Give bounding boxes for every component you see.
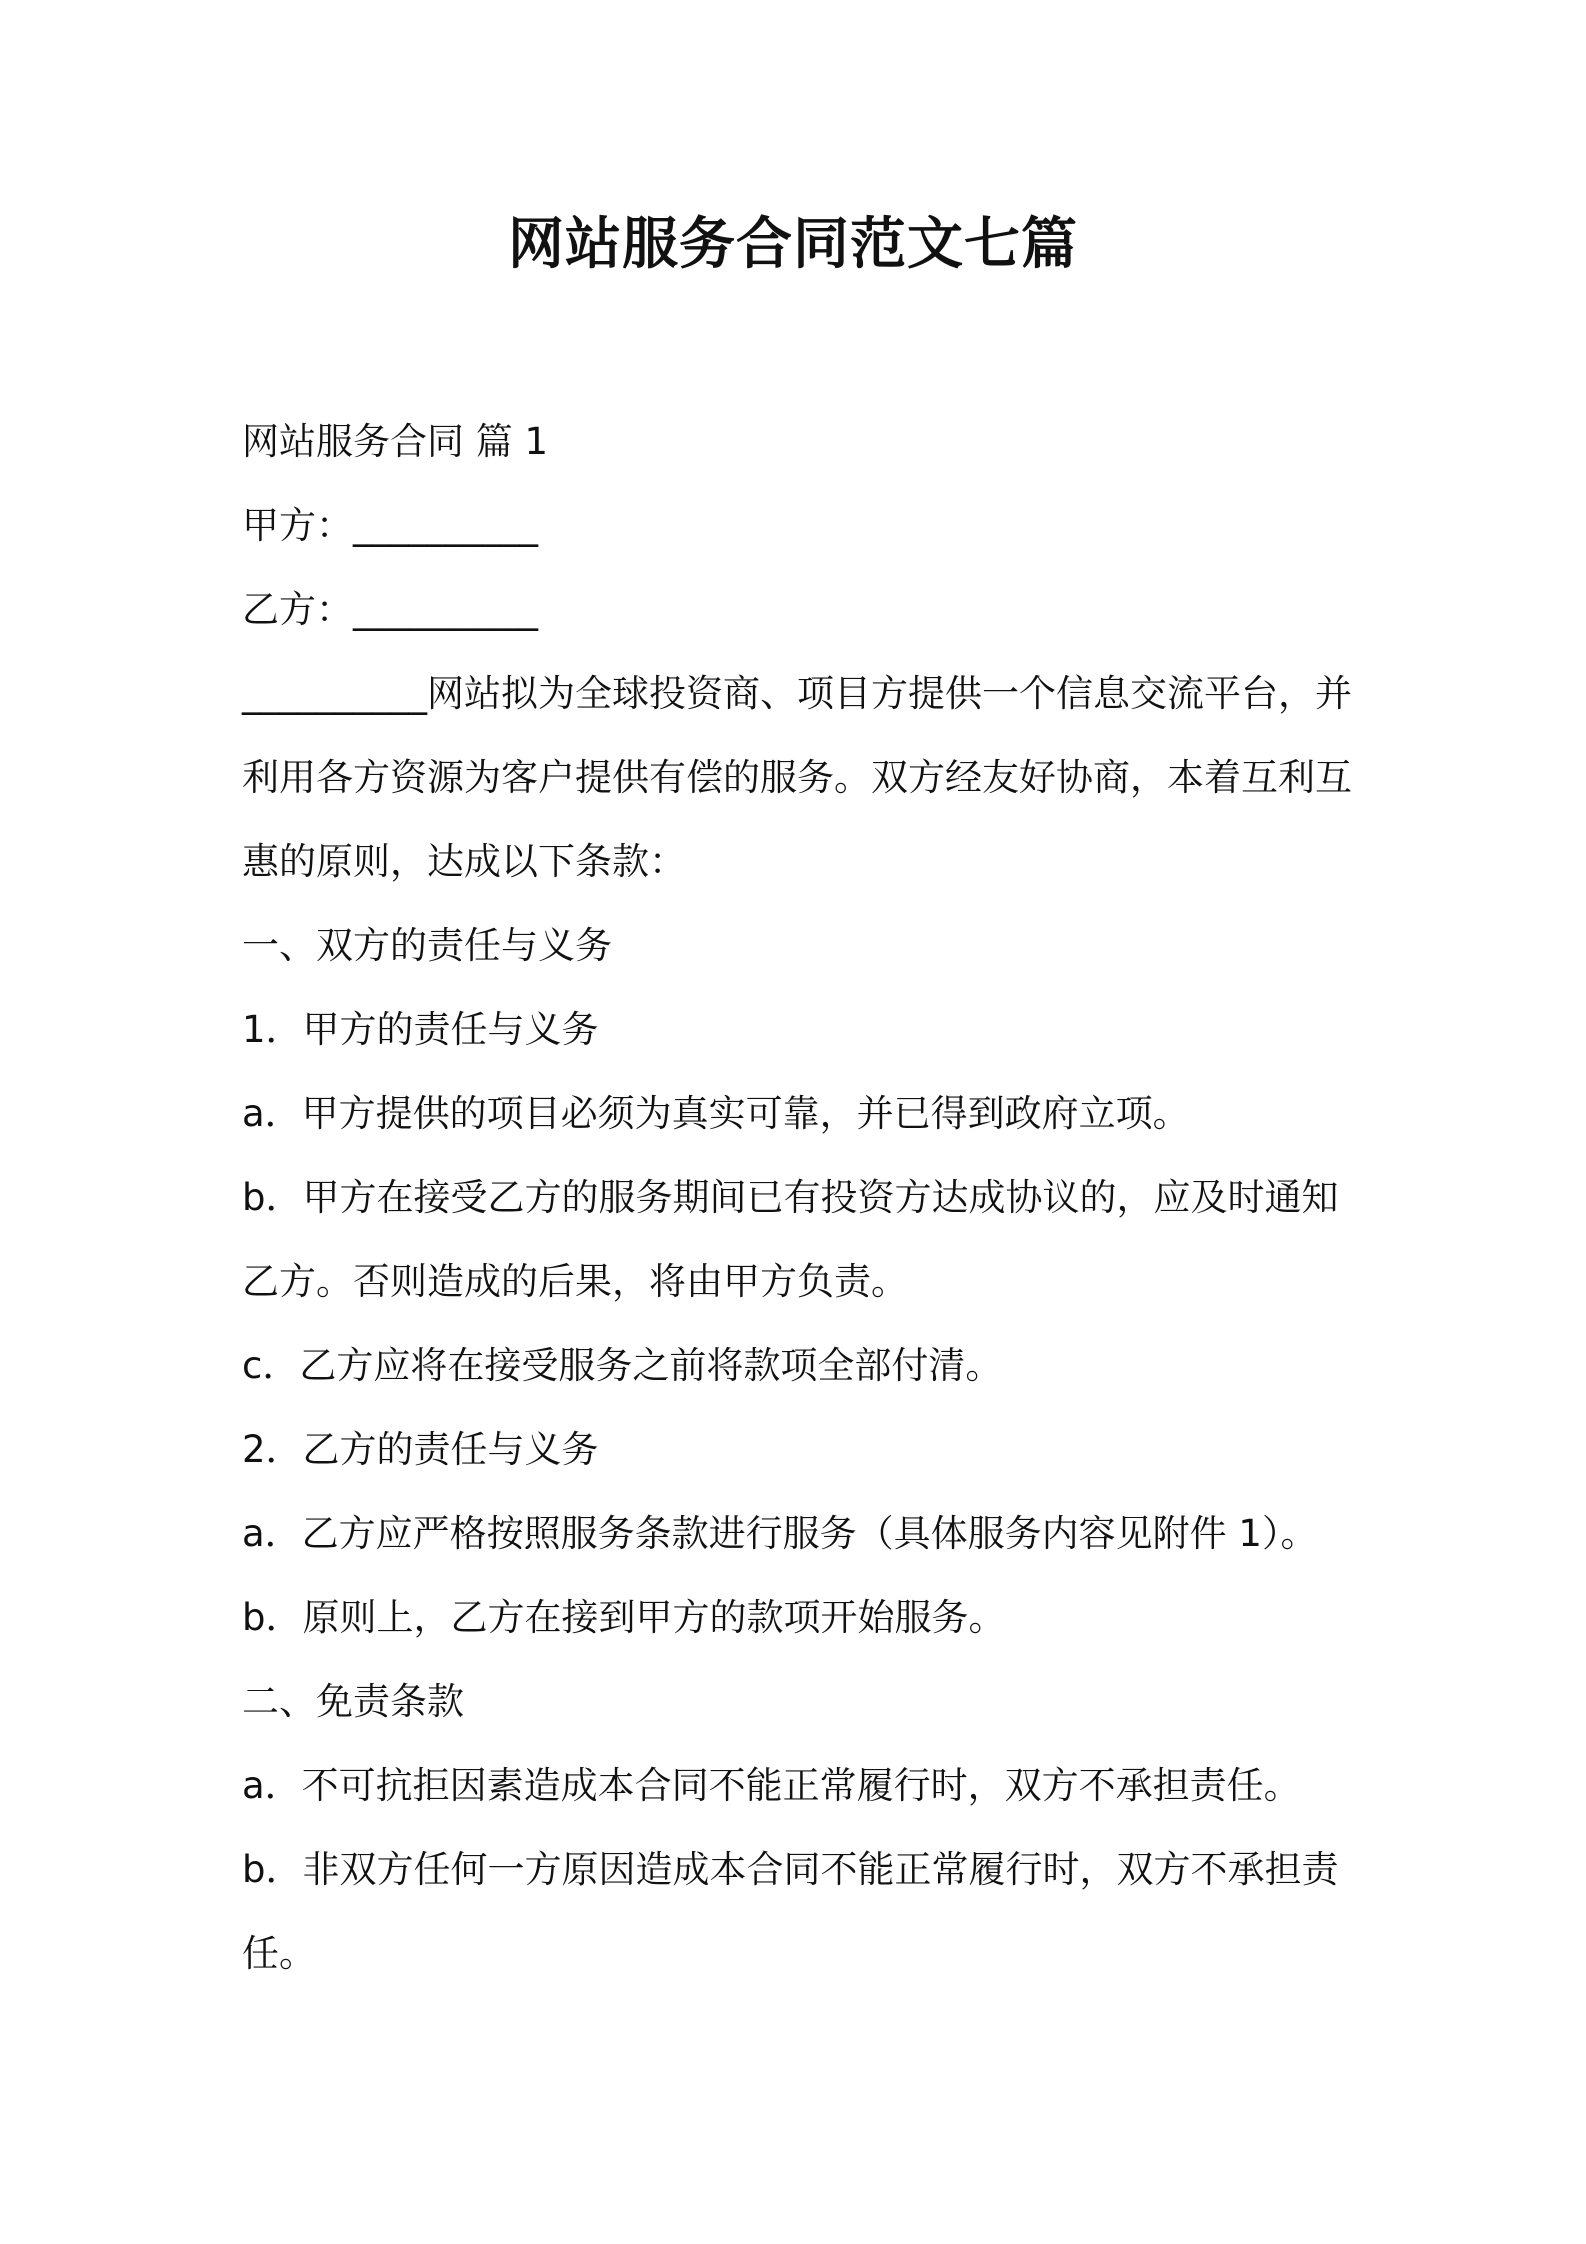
party-a-line: 甲方：__________ [242, 504, 538, 547]
party-b-line: 乙方：__________ [242, 588, 538, 631]
section-heading: 网站服务合同 篇 1 [242, 420, 549, 463]
clause-item: a．乙方应严格按照服务条款进行服务（具体服务内容见附件 1）。 [242, 1512, 1318, 1555]
clause-item: b．非双方任何一方原因造成本合同不能正常履行时，双方不承担责任。 [242, 1848, 1339, 1975]
clause-heading-1: 一、双方的责任与义务 [242, 924, 612, 967]
clause-subheading-1: 1．甲方的责任与义务 [242, 1008, 599, 1051]
clause-item: b．甲方在接受乙方的服务期间已有投资方达成协议的，应及时通知乙方。否则造成的后果，将由甲方负责。 [242, 1176, 1339, 1303]
clause-subheading-2: 2．乙方的责任与义务 [242, 1428, 599, 1471]
clause-item: b．原则上，乙方在接到甲方的款项开始服务。 [242, 1596, 1006, 1639]
intro-paragraph: __________网站拟为全球投资商、项目方提供一个信息交流平台，并利用各方资源为客户提供有偿的服务。双方经友好协商，本着互利互惠的原则，达成以下条款： [242, 672, 1352, 883]
document-body [242, 400, 1352, 1996]
clause-item: c．乙方应将在接受服务之前将款项全部付清。 [242, 1344, 1003, 1387]
document-title: 网站服务合同范文七篇 [508, 212, 1078, 277]
clause-heading-2: 二、免责条款 [242, 1680, 464, 1723]
clause-item: a．甲方提供的项目必须为真实可靠，并已得到政府立项。 [242, 1092, 1190, 1135]
clause-item: a．不可抗拒因素造成本合同不能正常履行时，双方不承担责任。 [242, 1764, 1301, 1807]
